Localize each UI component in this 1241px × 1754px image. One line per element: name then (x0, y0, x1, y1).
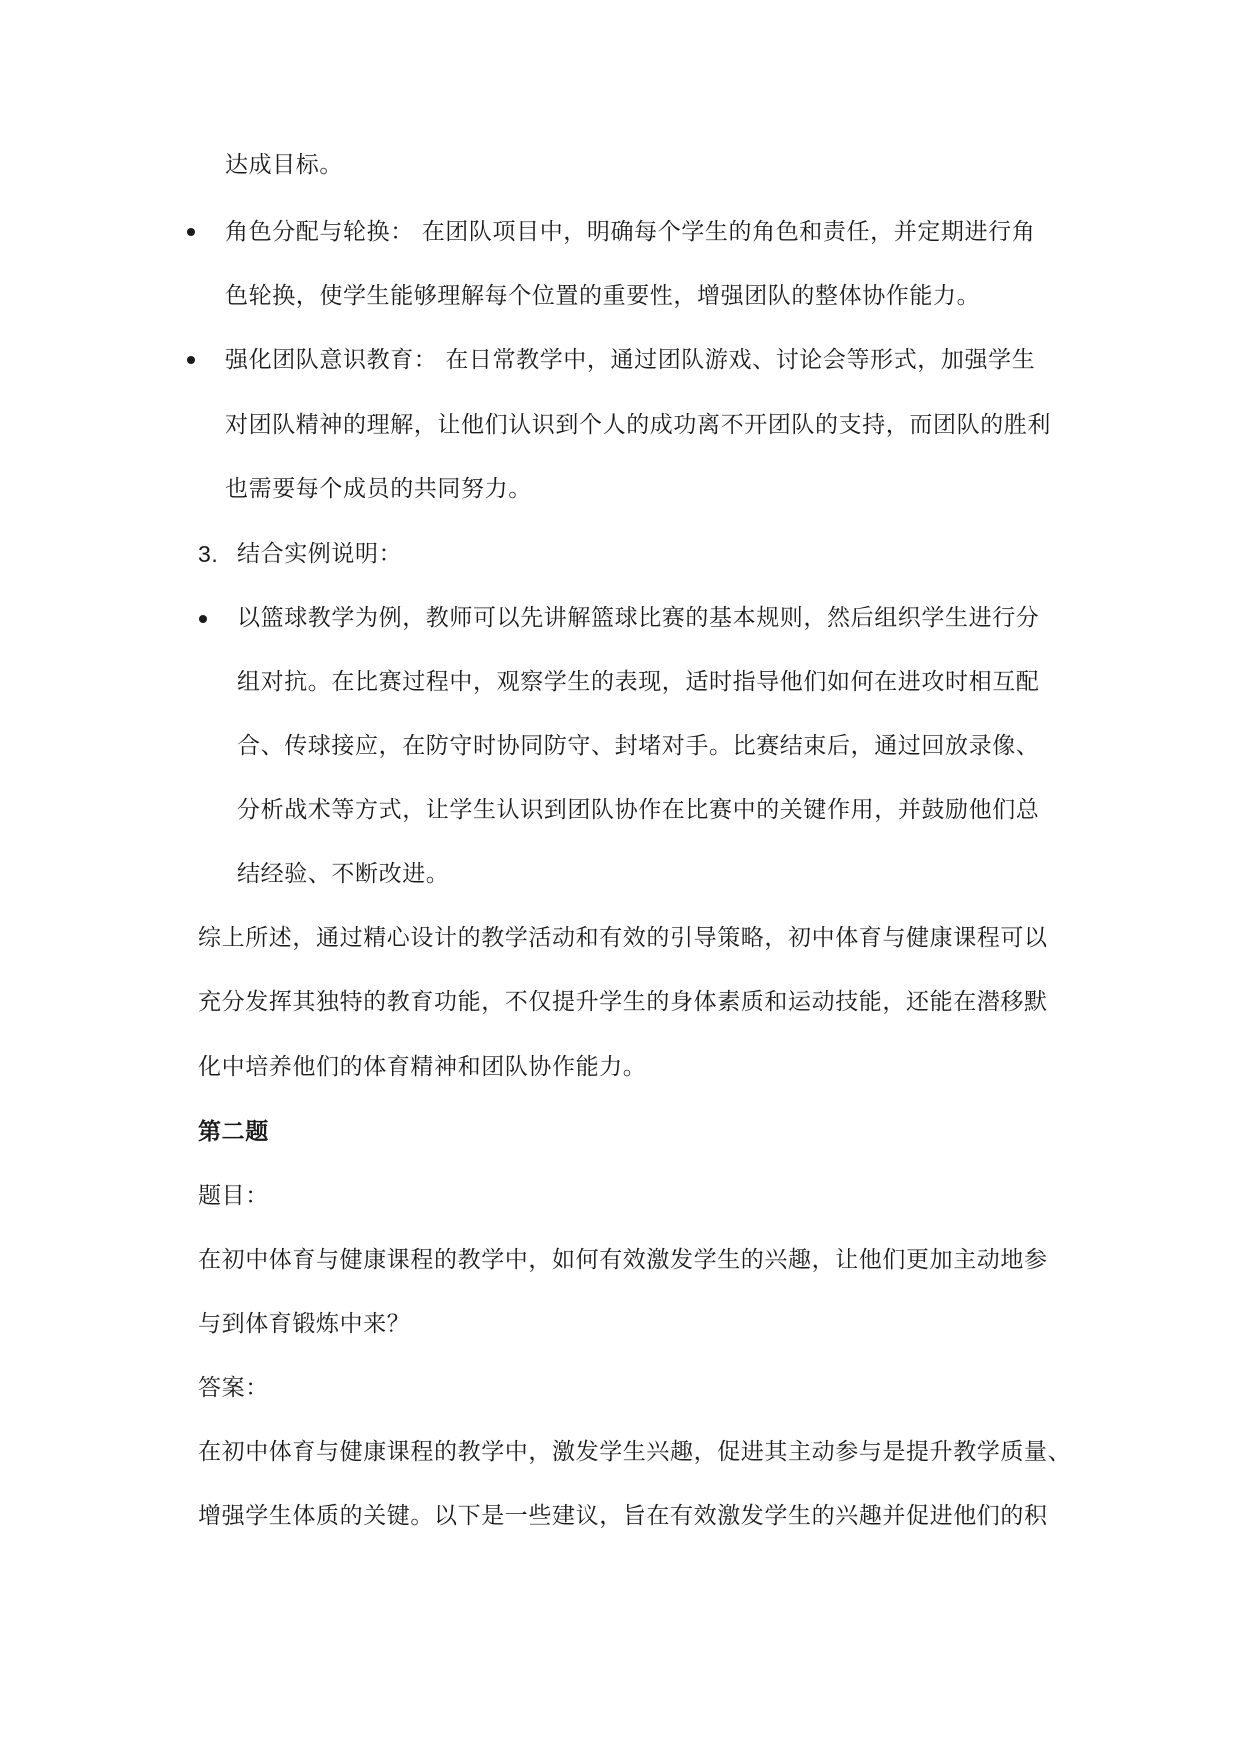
summary-paragraph: 综上所述，通过精心设计的教学活动和有效的引导策略，初中体育与健康课程可以 (198, 925, 1048, 951)
paragraph-line: 充分发挥其独特的教育功能，不仅提升学生的身体素质和运动技能，还能在潜移默 (198, 989, 1048, 1015)
list-number: 3. (198, 541, 219, 567)
paragraph-line: 色轮换，使学生能够理解每个位置的重要性，增强团队的整体协作能力。 (225, 283, 981, 309)
paragraph-line: 化中培养他们的体育精神和团队协作能力。 (198, 1054, 647, 1080)
paragraph-line: 结经验、不断改进。 (237, 861, 450, 887)
section-heading: 结合实例说明： (237, 541, 403, 567)
bullet-icon (187, 356, 195, 364)
paragraph-line: 对团队精神的理解，让他们认识到个人的成功离不开团队的支持，而团队的胜利 (225, 412, 1051, 438)
list-item-role-rotation: 角色分配与轮换： 在团队项目中，明确每个学生的角色和责任，并定期进行角 (225, 219, 1036, 245)
answer-label: 答案： (198, 1375, 269, 1401)
list-item-basketball-example: 以篮球教学为例，教师可以先讲解篮球比赛的基本规则，然后组织学生进行分 (237, 605, 1040, 631)
paragraph-line: 增强学生体质的关键。以下是一些建议，旨在有效激发学生的兴趣并促进他们的积 (198, 1503, 1048, 1529)
question-label: 题目： (198, 1183, 269, 1209)
question-title: 第二题 (198, 1119, 269, 1145)
answer-text: 在初中体育与健康课程的教学中，激发学生兴趣，促进其主动参与是提升教学质量、 (198, 1439, 1072, 1465)
paragraph-line: 也需要每个成员的共同努力。 (225, 476, 532, 502)
list-item-team-awareness: 强化团队意识教育： 在日常教学中，通过团队游戏、讨论会等形式，加强学生 (225, 347, 1036, 373)
paragraph-line: 与到体育锻炼中来？ (198, 1311, 411, 1337)
question-text: 在初中体育与健康课程的教学中，如何有效激发学生的兴趣，让他们更加主动地参 (198, 1247, 1048, 1273)
paragraph-line: 分析战术等方式，让学生认识到团队协作在比赛中的关键作用，并鼓励他们总 (237, 797, 1040, 823)
bullet-icon (187, 228, 195, 236)
bullet-icon (199, 615, 207, 623)
paragraph-line: 合、传球接应，在防守时协同防守、封堵对手。比赛结束后，通过回放录像、 (237, 733, 1040, 759)
paragraph-line: 达成目标。 (225, 152, 343, 178)
paragraph-line: 组对抗。在比赛过程中，观察学生的表现，适时指导他们如何在进攻时相互配 (237, 669, 1040, 695)
